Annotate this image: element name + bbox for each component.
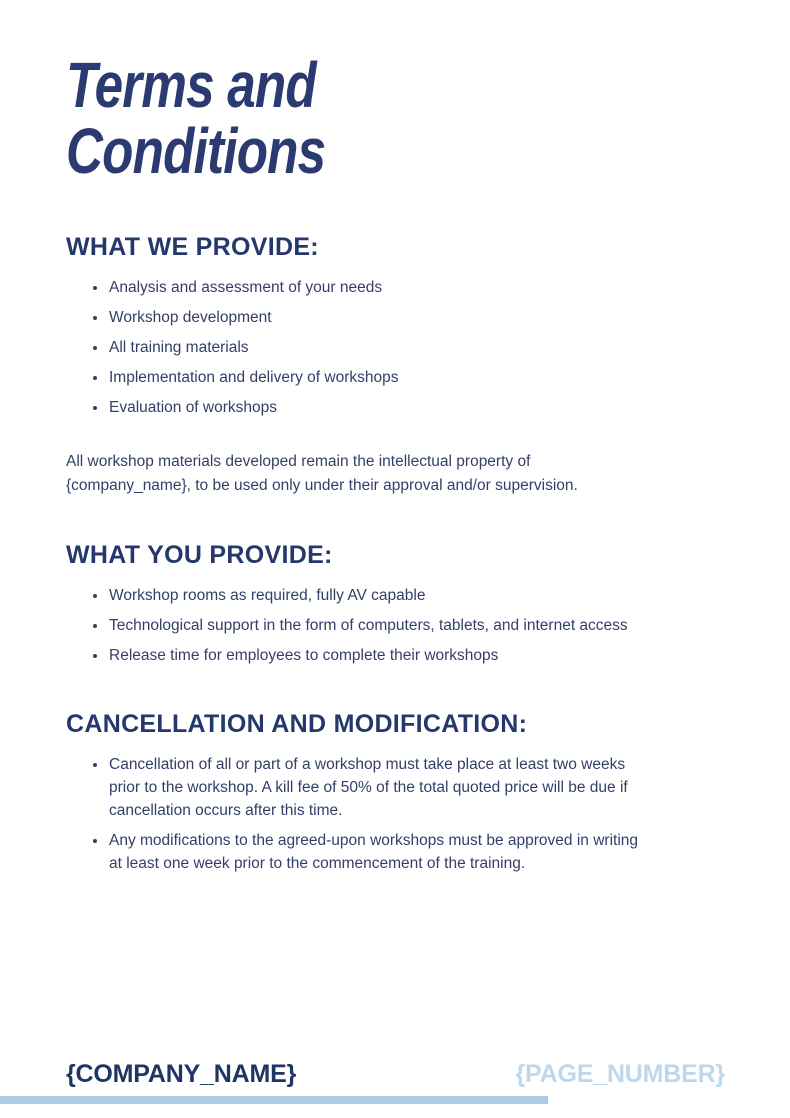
section-heading-what-you-provide: WHAT YOU PROVIDE: [66, 541, 333, 569]
list-item: • Release time for employees to complete their workshops [108, 644, 643, 667]
section-what-you-provide [66, 540, 725, 667]
page-title [66, 49, 725, 187]
section-heading-cancellation-modification: CANCELLATION AND MODIFICATION: [66, 710, 528, 738]
section-what-we-provide [66, 232, 725, 498]
what-we-provide-list [66, 276, 725, 419]
list-item: • Workshop development [108, 306, 643, 329]
section-heading-what-we-provide: WHAT WE PROVIDE: [66, 233, 319, 261]
page-number-placeholder: {PAGE_NUMBER} [515, 1060, 725, 1088]
cancellation-modification-list [66, 753, 725, 875]
page-title-line-1: Terms and [66, 49, 316, 121]
page-footer [66, 1060, 725, 1089]
footer-accent-bar [0, 1096, 548, 1104]
list-item: • Workshop rooms as required, fully AV capable [108, 584, 643, 607]
list-item: • Analysis and assessment of your needs [108, 276, 643, 299]
list-item: • All training materials [108, 336, 643, 359]
page-title-line-2: Conditions [66, 115, 326, 187]
company-name-placeholder: {COMPANY_NAME} [66, 1060, 297, 1088]
list-item: • Any modifications to the agreed-upon workshops must be approved in writing at least one week prior to the commencement of the training. [108, 829, 643, 875]
list-item: • Evaluation of workshops [108, 396, 643, 419]
list-item: • Implementation and delivery of workshops [108, 366, 643, 389]
section-cancellation-modification [66, 709, 725, 875]
what-you-provide-list [66, 584, 725, 667]
list-item: • Cancellation of all or part of a workshop must take place at least two weeks prior to the workshop. A kill fee of 50% of the total quoted price will be due if cancellation occurs after this time. [108, 753, 643, 822]
list-item: • Technological support in the form of computers, tablets, and internet access [108, 614, 643, 637]
intellectual-property-note: All workshop materials developed remain the intellectual property of {company_name}, to be used only under their approval and/or supervision. [66, 453, 578, 494]
